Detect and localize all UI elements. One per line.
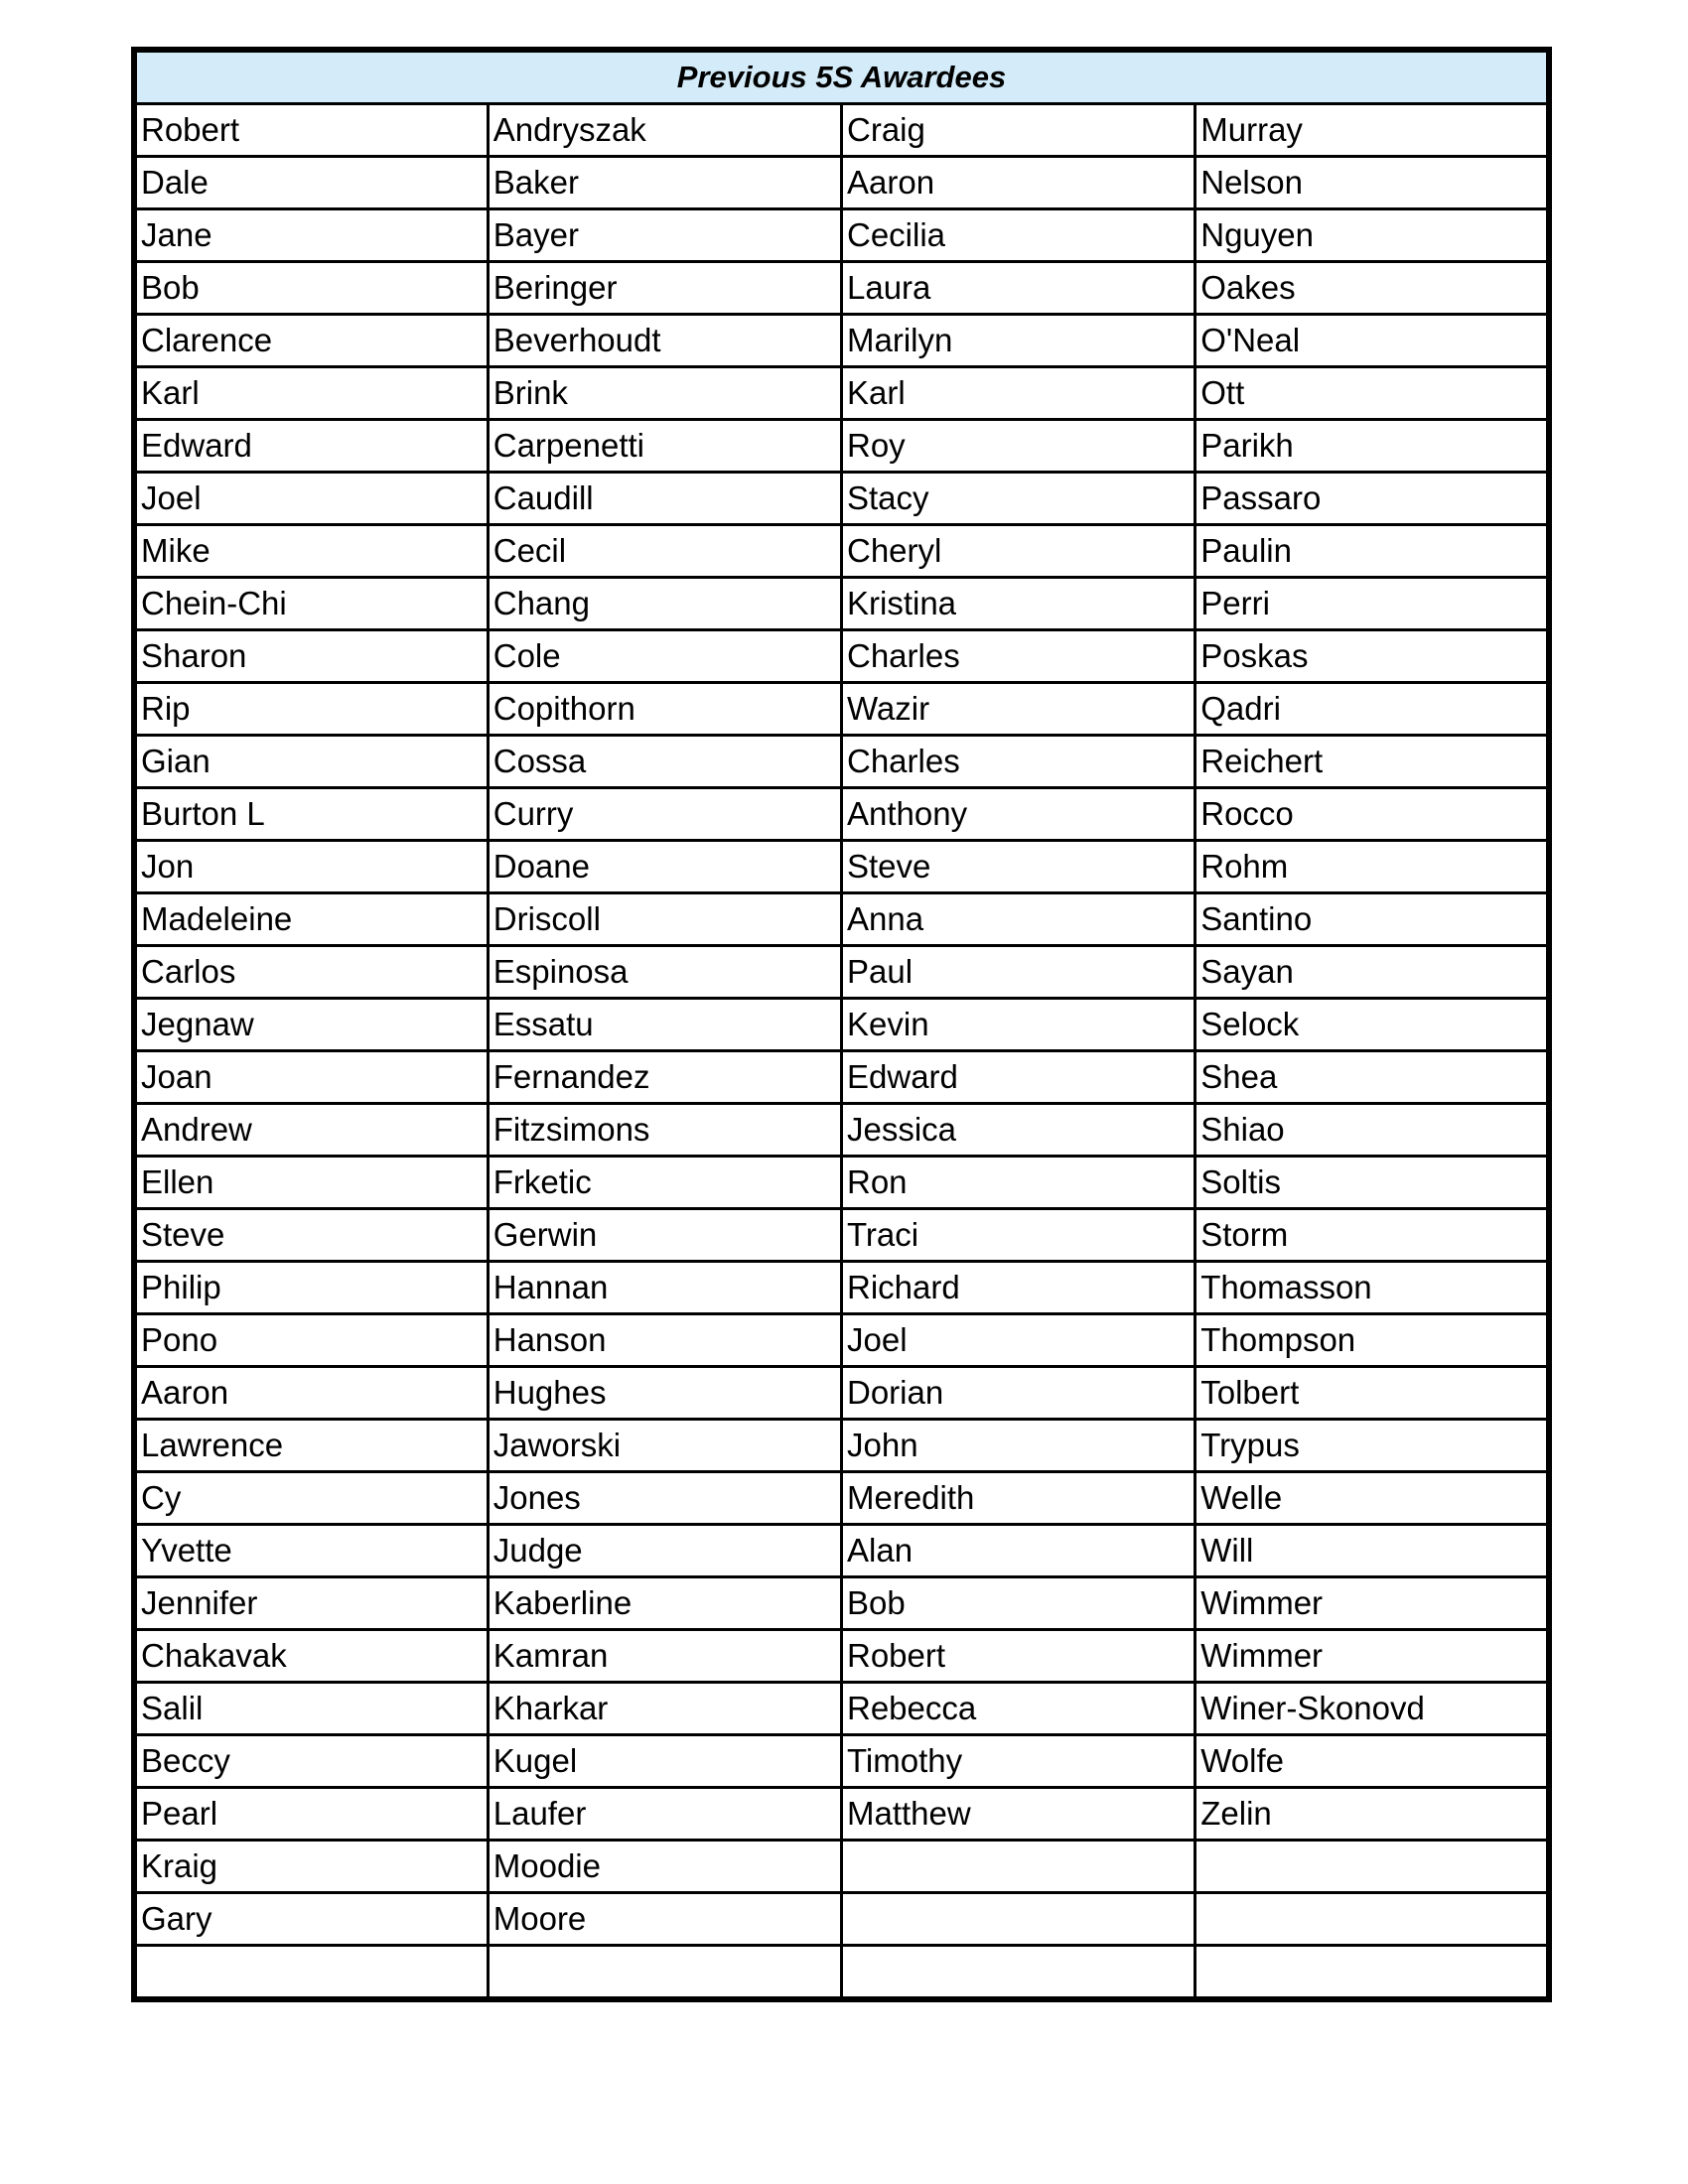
first-name-cell: Matthew: [842, 1788, 1196, 1841]
last-name-cell: Zelin: [1196, 1788, 1549, 1841]
first-name-cell: Pono: [134, 1314, 488, 1367]
last-name-cell: Nelson: [1196, 157, 1549, 209]
first-name-cell: Edward: [134, 420, 488, 473]
last-name-cell: Ott: [1196, 367, 1549, 420]
first-name-cell: Steve: [842, 841, 1196, 893]
first-name-cell: Timothy: [842, 1735, 1196, 1788]
first-name-cell: Jon: [134, 841, 488, 893]
last-name-cell: Carpenetti: [488, 420, 841, 473]
last-name-cell: Doane: [488, 841, 841, 893]
first-name-cell: Pearl: [134, 1788, 488, 1841]
last-name-cell: Chang: [488, 578, 841, 630]
title-row: [134, 50, 1549, 104]
table-row: [134, 946, 1549, 999]
last-name-cell: Will: [1196, 1525, 1549, 1577]
last-name-cell: Nguyen: [1196, 209, 1549, 262]
first-name-cell: Gary: [134, 1893, 488, 1946]
first-name-cell: Philip: [134, 1262, 488, 1314]
last-name-cell: Curry: [488, 788, 841, 841]
last-name-cell: Rocco: [1196, 788, 1549, 841]
first-name-cell: Robert: [134, 104, 488, 157]
last-name-cell: O'Neal: [1196, 315, 1549, 367]
last-name-cell: Poskas: [1196, 630, 1549, 683]
first-name-cell: Dorian: [842, 1367, 1196, 1420]
table-row: [134, 262, 1549, 315]
last-name-cell: [1196, 1841, 1549, 1893]
last-name-cell: Qadri: [1196, 683, 1549, 736]
last-name-cell: Espinosa: [488, 946, 841, 999]
table-row: [134, 1577, 1549, 1630]
last-name-cell: Bayer: [488, 209, 841, 262]
first-name-cell: Richard: [842, 1262, 1196, 1314]
first-name-cell: Traci: [842, 1209, 1196, 1262]
first-name-cell: Wazir: [842, 683, 1196, 736]
first-name-cell: Salil: [134, 1683, 488, 1735]
last-name-cell: [488, 1946, 841, 2000]
last-name-cell: Trypus: [1196, 1420, 1549, 1472]
first-name-cell: John: [842, 1420, 1196, 1472]
last-name-cell: Kharkar: [488, 1683, 841, 1735]
table-row: [134, 736, 1549, 788]
first-name-cell: Anthony: [842, 788, 1196, 841]
first-name-cell: Steve: [134, 1209, 488, 1262]
first-name-cell: Cy: [134, 1472, 488, 1525]
last-name-cell: Passaro: [1196, 473, 1549, 525]
last-name-cell: Kamran: [488, 1630, 841, 1683]
table-row: [134, 1735, 1549, 1788]
last-name-cell: Beringer: [488, 262, 841, 315]
last-name-cell: Hughes: [488, 1367, 841, 1420]
first-name-cell: Laura: [842, 262, 1196, 315]
last-name-cell: Essatu: [488, 999, 841, 1051]
last-name-cell: Andryszak: [488, 104, 841, 157]
last-name-cell: Hannan: [488, 1262, 841, 1314]
first-name-cell: Sharon: [134, 630, 488, 683]
last-name-cell: Fitzsimons: [488, 1104, 841, 1157]
last-name-cell: Caudill: [488, 473, 841, 525]
table-row: [134, 788, 1549, 841]
last-name-cell: Baker: [488, 157, 841, 209]
last-name-cell: Frketic: [488, 1157, 841, 1209]
last-name-cell: Thompson: [1196, 1314, 1549, 1367]
last-name-cell: Paulin: [1196, 525, 1549, 578]
first-name-cell: Robert: [842, 1630, 1196, 1683]
first-name-cell: Bob: [842, 1577, 1196, 1630]
first-name-cell: Kevin: [842, 999, 1196, 1051]
table-row: [134, 1683, 1549, 1735]
first-name-cell: Aaron: [842, 157, 1196, 209]
last-name-cell: Oakes: [1196, 262, 1549, 315]
table-row: [134, 630, 1549, 683]
last-name-cell: Kugel: [488, 1735, 841, 1788]
first-name-cell: Karl: [842, 367, 1196, 420]
first-name-cell: Mike: [134, 525, 488, 578]
first-name-cell: Roy: [842, 420, 1196, 473]
last-name-cell: Perri: [1196, 578, 1549, 630]
first-name-cell: Craig: [842, 104, 1196, 157]
table-row: [134, 1367, 1549, 1420]
last-name-cell: Beverhoudt: [488, 315, 841, 367]
table-row: [134, 893, 1549, 946]
first-name-cell: Charles: [842, 736, 1196, 788]
first-name-cell: Jennifer: [134, 1577, 488, 1630]
table-row: [134, 1051, 1549, 1104]
table-row: [134, 1525, 1549, 1577]
last-name-cell: Santino: [1196, 893, 1549, 946]
last-name-cell: Shea: [1196, 1051, 1549, 1104]
last-name-cell: Welle: [1196, 1472, 1549, 1525]
last-name-cell: Thomasson: [1196, 1262, 1549, 1314]
first-name-cell: Ellen: [134, 1157, 488, 1209]
last-name-cell: Moore: [488, 1893, 841, 1946]
last-name-cell: Tolbert: [1196, 1367, 1549, 1420]
last-name-cell: Judge: [488, 1525, 841, 1577]
last-name-cell: Cossa: [488, 736, 841, 788]
last-name-cell: [1196, 1946, 1549, 2000]
first-name-cell: Yvette: [134, 1525, 488, 1577]
last-name-cell: Cole: [488, 630, 841, 683]
last-name-cell: Winer-Skonovd: [1196, 1683, 1549, 1735]
last-name-cell: Driscoll: [488, 893, 841, 946]
first-name-cell: Clarence: [134, 315, 488, 367]
table-row: [134, 1157, 1549, 1209]
table-row: [134, 1209, 1549, 1262]
first-name-cell: Bob: [134, 262, 488, 315]
first-name-cell: Ron: [842, 1157, 1196, 1209]
first-name-cell: Charles: [842, 630, 1196, 683]
table-row: [134, 104, 1549, 157]
first-name-cell: Joan: [134, 1051, 488, 1104]
first-name-cell: Aaron: [134, 1367, 488, 1420]
first-name-cell: Jane: [134, 209, 488, 262]
table-row: [134, 1630, 1549, 1683]
first-name-cell: Rip: [134, 683, 488, 736]
last-name-cell: Wimmer: [1196, 1630, 1549, 1683]
last-name-cell: [1196, 1893, 1549, 1946]
last-name-cell: Soltis: [1196, 1157, 1549, 1209]
first-name-cell: [134, 1946, 488, 2000]
table-row: [134, 473, 1549, 525]
first-name-cell: Paul: [842, 946, 1196, 999]
last-name-cell: Rohm: [1196, 841, 1549, 893]
last-name-cell: Jaworski: [488, 1420, 841, 1472]
first-name-cell: Madeleine: [134, 893, 488, 946]
first-name-cell: Carlos: [134, 946, 488, 999]
table-title: Previous 5S Awardees: [134, 50, 1549, 104]
first-name-cell: Cheryl: [842, 525, 1196, 578]
first-name-cell: Edward: [842, 1051, 1196, 1104]
table-row: [134, 1472, 1549, 1525]
first-name-cell: Andrew: [134, 1104, 488, 1157]
last-name-cell: Laufer: [488, 1788, 841, 1841]
first-name-cell: Rebecca: [842, 1683, 1196, 1735]
last-name-cell: Copithorn: [488, 683, 841, 736]
first-name-cell: Dale: [134, 157, 488, 209]
last-name-cell: Reichert: [1196, 736, 1549, 788]
last-name-cell: Fernandez: [488, 1051, 841, 1104]
table-row: [134, 1420, 1549, 1472]
awardees-table: [131, 47, 1552, 2002]
table-row: [134, 1314, 1549, 1367]
table-row: [134, 683, 1549, 736]
last-name-cell: Cecil: [488, 525, 841, 578]
table-row: [134, 315, 1549, 367]
last-name-cell: Kaberline: [488, 1577, 841, 1630]
table-row: [134, 367, 1549, 420]
first-name-cell: Chakavak: [134, 1630, 488, 1683]
table-row: [134, 525, 1549, 578]
table-row: [134, 157, 1549, 209]
first-name-cell: Karl: [134, 367, 488, 420]
table-row: [134, 1262, 1549, 1314]
first-name-cell: Lawrence: [134, 1420, 488, 1472]
last-name-cell: Brink: [488, 367, 841, 420]
first-name-cell: Gian: [134, 736, 488, 788]
first-name-cell: [842, 1946, 1196, 2000]
last-name-cell: Sayan: [1196, 946, 1549, 999]
first-name-cell: Chein-Chi: [134, 578, 488, 630]
table-row: [134, 1841, 1549, 1893]
table-row: [134, 1788, 1549, 1841]
first-name-cell: Alan: [842, 1525, 1196, 1577]
first-name-cell: [842, 1893, 1196, 1946]
last-name-cell: Murray: [1196, 104, 1549, 157]
last-name-cell: Shiao: [1196, 1104, 1549, 1157]
first-name-cell: Marilyn: [842, 315, 1196, 367]
first-name-cell: Kraig: [134, 1841, 488, 1893]
first-name-cell: Jessica: [842, 1104, 1196, 1157]
table-row: [134, 578, 1549, 630]
first-name-cell: Meredith: [842, 1472, 1196, 1525]
table-row: [134, 841, 1549, 893]
table-row: [134, 1104, 1549, 1157]
last-name-cell: Selock: [1196, 999, 1549, 1051]
table-row: [134, 1893, 1549, 1946]
table-row: [134, 209, 1549, 262]
last-name-cell: Jones: [488, 1472, 841, 1525]
first-name-cell: Anna: [842, 893, 1196, 946]
first-name-cell: Burton L: [134, 788, 488, 841]
first-name-cell: Joel: [134, 473, 488, 525]
first-name-cell: Beccy: [134, 1735, 488, 1788]
last-name-cell: Parikh: [1196, 420, 1549, 473]
last-name-cell: Moodie: [488, 1841, 841, 1893]
last-name-cell: Wolfe: [1196, 1735, 1549, 1788]
last-name-cell: Storm: [1196, 1209, 1549, 1262]
last-name-cell: Wimmer: [1196, 1577, 1549, 1630]
first-name-cell: Joel: [842, 1314, 1196, 1367]
table-row: [134, 999, 1549, 1051]
last-name-cell: Gerwin: [488, 1209, 841, 1262]
last-name-cell: Hanson: [488, 1314, 841, 1367]
table-body: [134, 104, 1549, 2000]
first-name-cell: Cecilia: [842, 209, 1196, 262]
table-row: [134, 1946, 1549, 2000]
first-name-cell: [842, 1841, 1196, 1893]
first-name-cell: Stacy: [842, 473, 1196, 525]
table-row: [134, 420, 1549, 473]
first-name-cell: Kristina: [842, 578, 1196, 630]
first-name-cell: Jegnaw: [134, 999, 488, 1051]
